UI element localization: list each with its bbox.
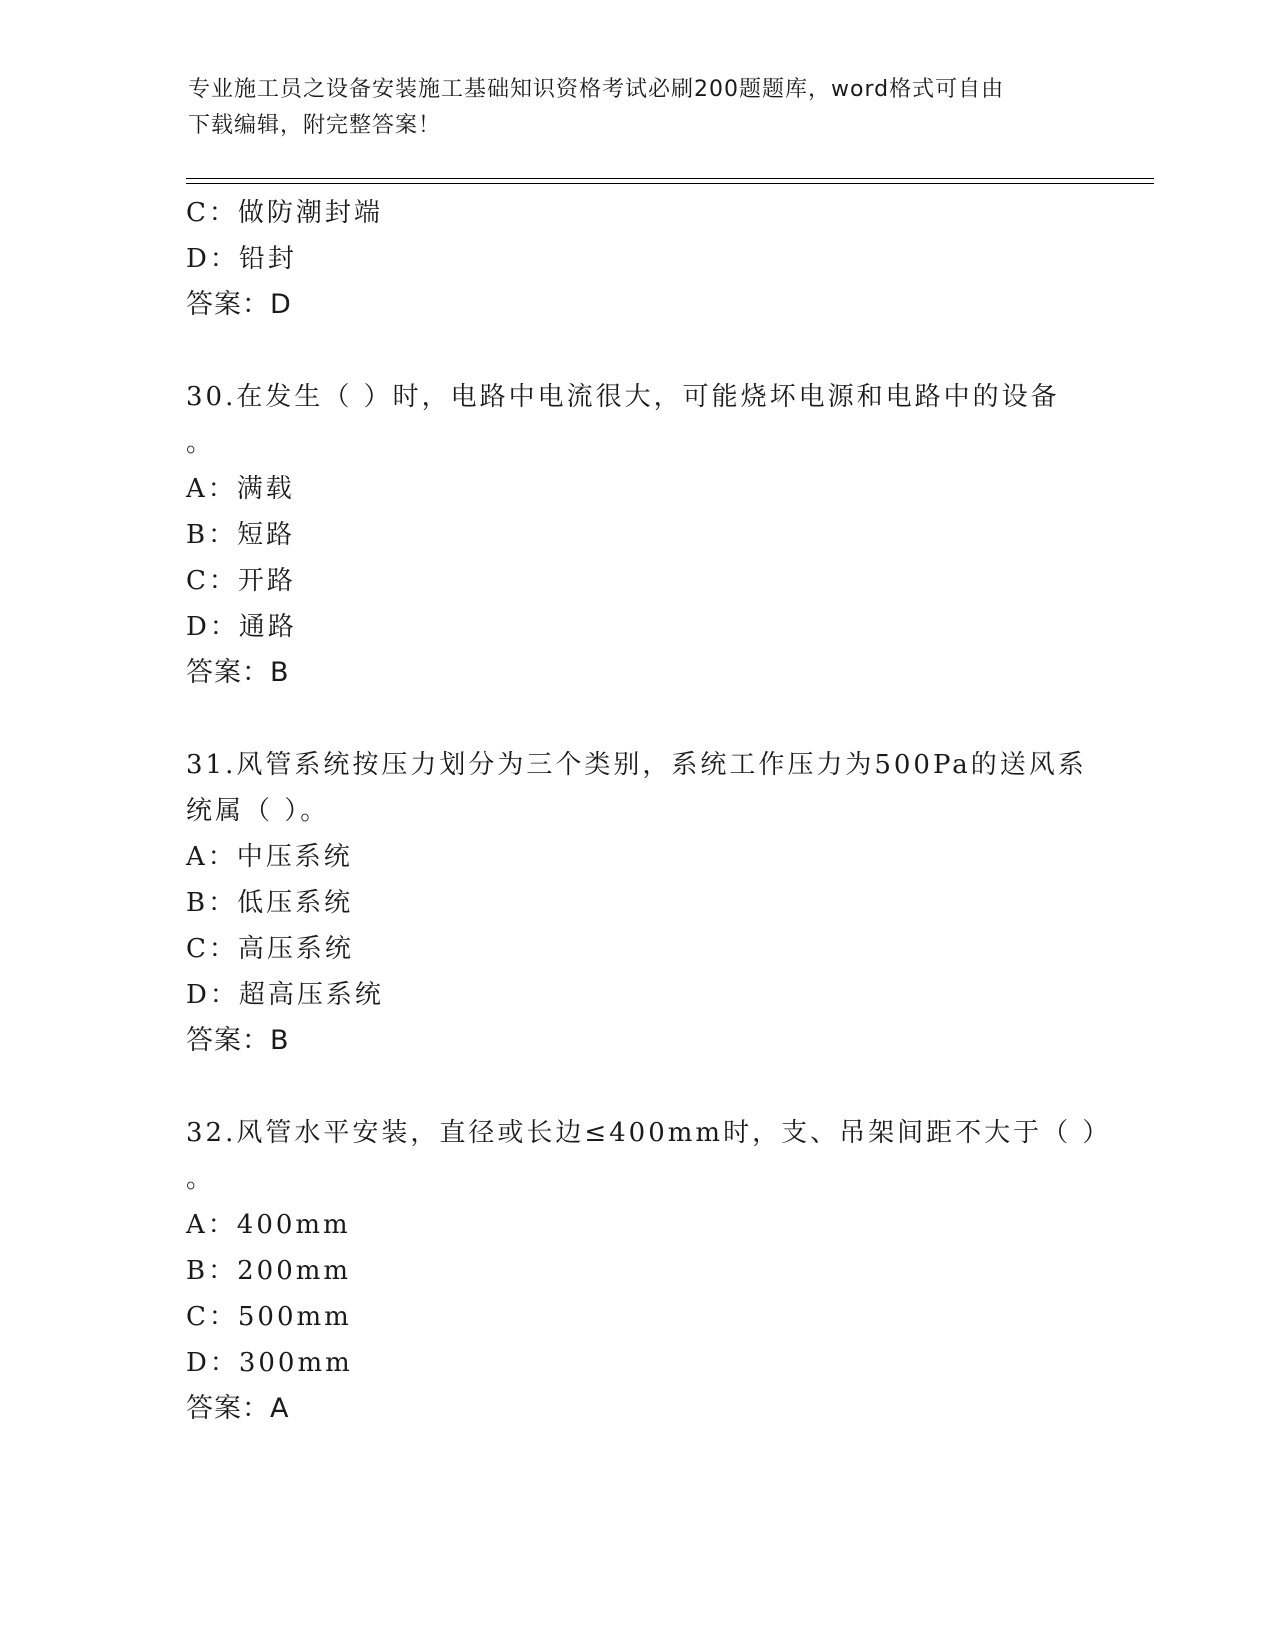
question-32: [186, 1110, 1112, 1432]
option-d: D：300mm: [186, 1348, 353, 1378]
option-a: A：400mm: [186, 1210, 351, 1240]
answer-line: 答案：A: [186, 1393, 290, 1424]
answer-line: 答案：B: [186, 657, 290, 688]
question-stem: 31.风管系统按压力划分为三个类别，系统工作压力为500Pa的送风系: [186, 750, 1087, 780]
question-29-tail: [186, 190, 1086, 328]
question-30: [186, 374, 1086, 696]
question-stem: 32.风管水平安装，直径或长边≤400mm时，支、吊架间距不大于（ ）: [186, 1118, 1112, 1148]
header-divider-bottom: [186, 183, 1154, 184]
header-divider-top: [186, 178, 1154, 179]
header-line-1: 专业施工员之设备安装施工基础知识资格考试必刷200题题库，word格式可自由: [188, 77, 1005, 102]
answer-line: 答案：D: [186, 289, 292, 320]
document-header: [188, 72, 1068, 144]
question-stem-continued: 统属（ ）。: [186, 796, 330, 826]
question-stem: 30.在发生（ ）时，电路中电流很大，可能烧坏电源和电路中的设备: [186, 382, 1060, 412]
option-c: C：高压系统: [186, 934, 354, 964]
option-b: B：200mm: [186, 1256, 352, 1286]
question-stem-continued: 。: [186, 428, 216, 458]
question-content: [186, 190, 1112, 1432]
option-b: B：短路: [186, 520, 296, 550]
question-stem-continued: 。: [186, 1164, 216, 1194]
option-c: C：开路: [186, 566, 296, 596]
option-b: B：低压系统: [186, 888, 354, 918]
option-a: A：满载: [186, 474, 295, 504]
option-c: C：做防潮封端: [186, 198, 383, 228]
question-31: [186, 742, 1086, 1064]
option-d: D：超高压系统: [186, 980, 384, 1010]
header-line-2: 下载编辑，附完整答案！: [188, 113, 442, 138]
option-d: D：铅封: [186, 244, 297, 274]
option-c: C：500mm: [186, 1302, 352, 1332]
option-d: D：通路: [186, 612, 297, 642]
option-a: A：中压系统: [186, 842, 353, 872]
answer-line: 答案：B: [186, 1025, 290, 1056]
